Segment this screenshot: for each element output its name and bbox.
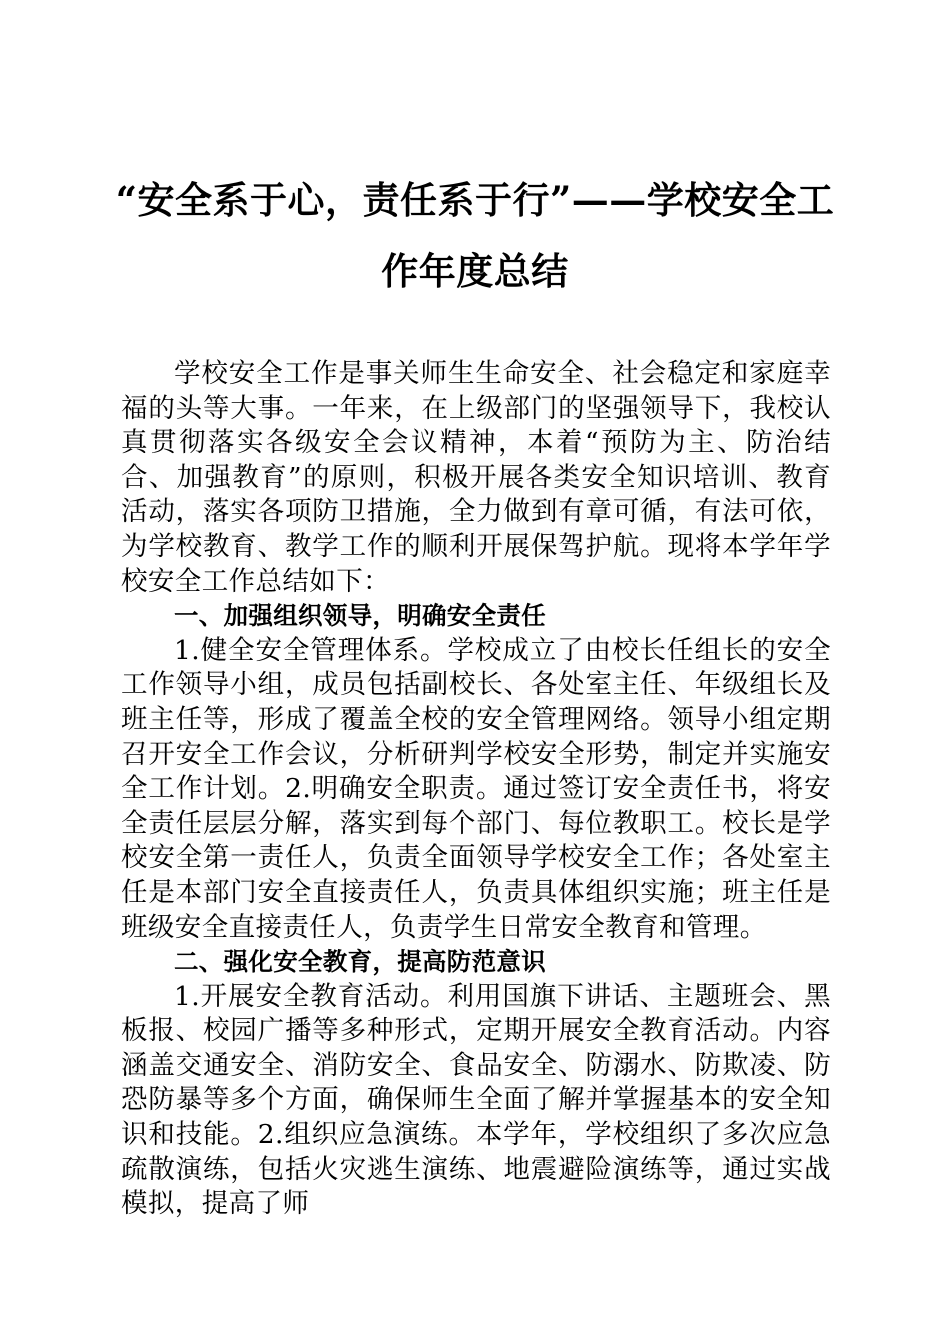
document-title-line-1: “安全系于心，责任系于行”——学校安全工: [115, 178, 835, 222]
section-1-heading: 一、加强组织领导，明确安全责任: [174, 601, 546, 631]
document-title-line-2: 作年度总结: [381, 249, 569, 293]
section-2-heading: 二、强化安全教育，提高防范意识: [174, 947, 546, 977]
document-body: [121, 357, 831, 1222]
section-2-paragraph: 1.开展安全教育活动。利用国旗下讲话、主题班会、黑板报、校园广播等多种形式，定期开展安全教育活动。内容涵盖交通安全、消防安全、食品安全、防溺水、防欺凌、防恐防暴等多个方面，确保师生全面了解并掌握基本的安全知识和技能。2.组织应急演练。本学年，学校组织了多次应急疏散演练，包括火灾逃生演练、地震避险演练等，通过实战模拟，提高了师: [121, 980, 831, 1220]
intro-paragraph: 学校安全工作是事关师生生命安全、社会稳定和家庭幸福的头等大事。一年来，在上级部门的坚强领导下，我校认真贯彻落实各级安全会议精神，本着“预防为主、防治结合、加强教育”的原则，积极开展各类安全知识培训、教育活动，落实各项防卫措施，全力做到有章可循，有法可依，为学校教育、教学工作的顺利开展保驾护航。现将本学年学校安全工作总结如下：: [121, 358, 831, 597]
section-1-paragraph: 1.健全安全管理体系。学校成立了由校长任组长的安全工作领导小组，成员包括副校长、各处室主任、年级组长及班主任等，形成了覆盖全校的安全管理网络。领导小组定期召开安全工作会议，分析研判学校安全形势，制定并实施安全工作计划。2.明确安全职责。通过签订安全责任书，将安全责任层层分解，落实到每个部门、每位教职工。校长是学校安全第一责任人，负责全面领导学校安全工作；各处室主任是本部门安全直接责任人，负责具体组织实施；班主任是班级安全直接责任人，负责学生日常安全教育和管理。: [121, 634, 831, 943]
